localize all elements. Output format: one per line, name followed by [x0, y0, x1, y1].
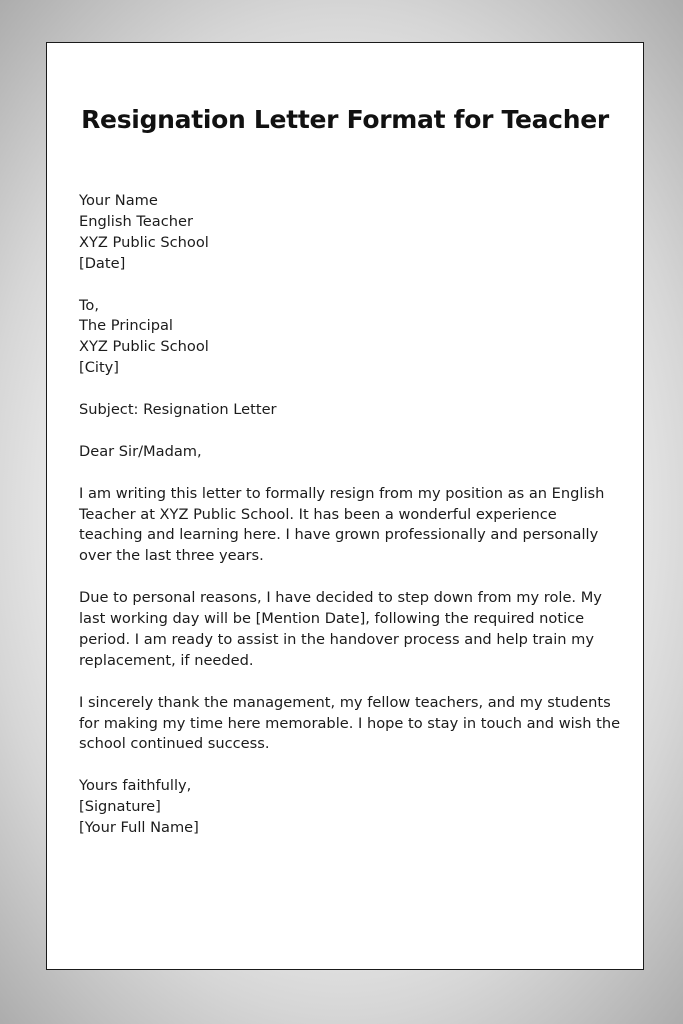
page-title: Resignation Letter Format for Teacher: [81, 105, 609, 134]
paragraph-line: I sincerely thank the management, my fellow teachers, and my students: [79, 693, 611, 711]
recipient-school: XYZ Public School: [79, 338, 209, 356]
recipient-to: To,: [79, 296, 100, 314]
paragraph-line: over the last three years.: [79, 547, 264, 565]
letter-page: [46, 42, 644, 970]
sender-date: [Date]: [79, 254, 126, 272]
closing-valediction: Yours faithfully,: [79, 777, 192, 795]
paragraph-3: [79, 693, 619, 756]
paragraph-line: Teacher at XYZ Public School. It has been a wonderful experience: [79, 505, 557, 523]
paragraph-line: school continued success.: [79, 735, 270, 753]
paragraph-line: last working day will be [Mention Date], following the required notice: [79, 610, 585, 628]
closing-signature: [Signature]: [79, 798, 161, 816]
paragraph-line: period. I am ready to assist in the handover process and help train my: [79, 630, 594, 648]
paragraph-2: [79, 588, 619, 672]
salutation: [79, 442, 619, 463]
paragraph-line: I am writing this letter to formally resign from my position as an English: [79, 484, 605, 502]
sender-block: [79, 191, 619, 275]
closing-block: [79, 776, 619, 839]
recipient-block: [79, 296, 619, 380]
paragraph-1: [79, 484, 619, 568]
recipient-title: The Principal: [79, 317, 173, 335]
sender-name: Your Name: [79, 192, 158, 209]
paragraph-line: Due to personal reasons, I have decided to step down from my role. My: [79, 589, 602, 607]
paragraph-line: teaching and learning here. I have grown professionally and personally: [79, 526, 599, 544]
sender-position: English Teacher: [79, 212, 193, 230]
paragraph-line: replacement, if needed.: [79, 651, 254, 669]
subject-line: [79, 400, 619, 421]
recipient-city: [City]: [79, 359, 119, 377]
letter-body: [79, 191, 619, 860]
closing-full-name: [Your Full Name]: [79, 819, 199, 837]
sender-school: XYZ Public School: [79, 233, 209, 251]
subject-text: Subject: Resignation Letter: [79, 401, 277, 419]
paragraph-line: for making my time here memorable. I hope to stay in touch and wish the: [79, 714, 621, 732]
salutation-text: Dear Sir/Madam,: [79, 442, 202, 460]
